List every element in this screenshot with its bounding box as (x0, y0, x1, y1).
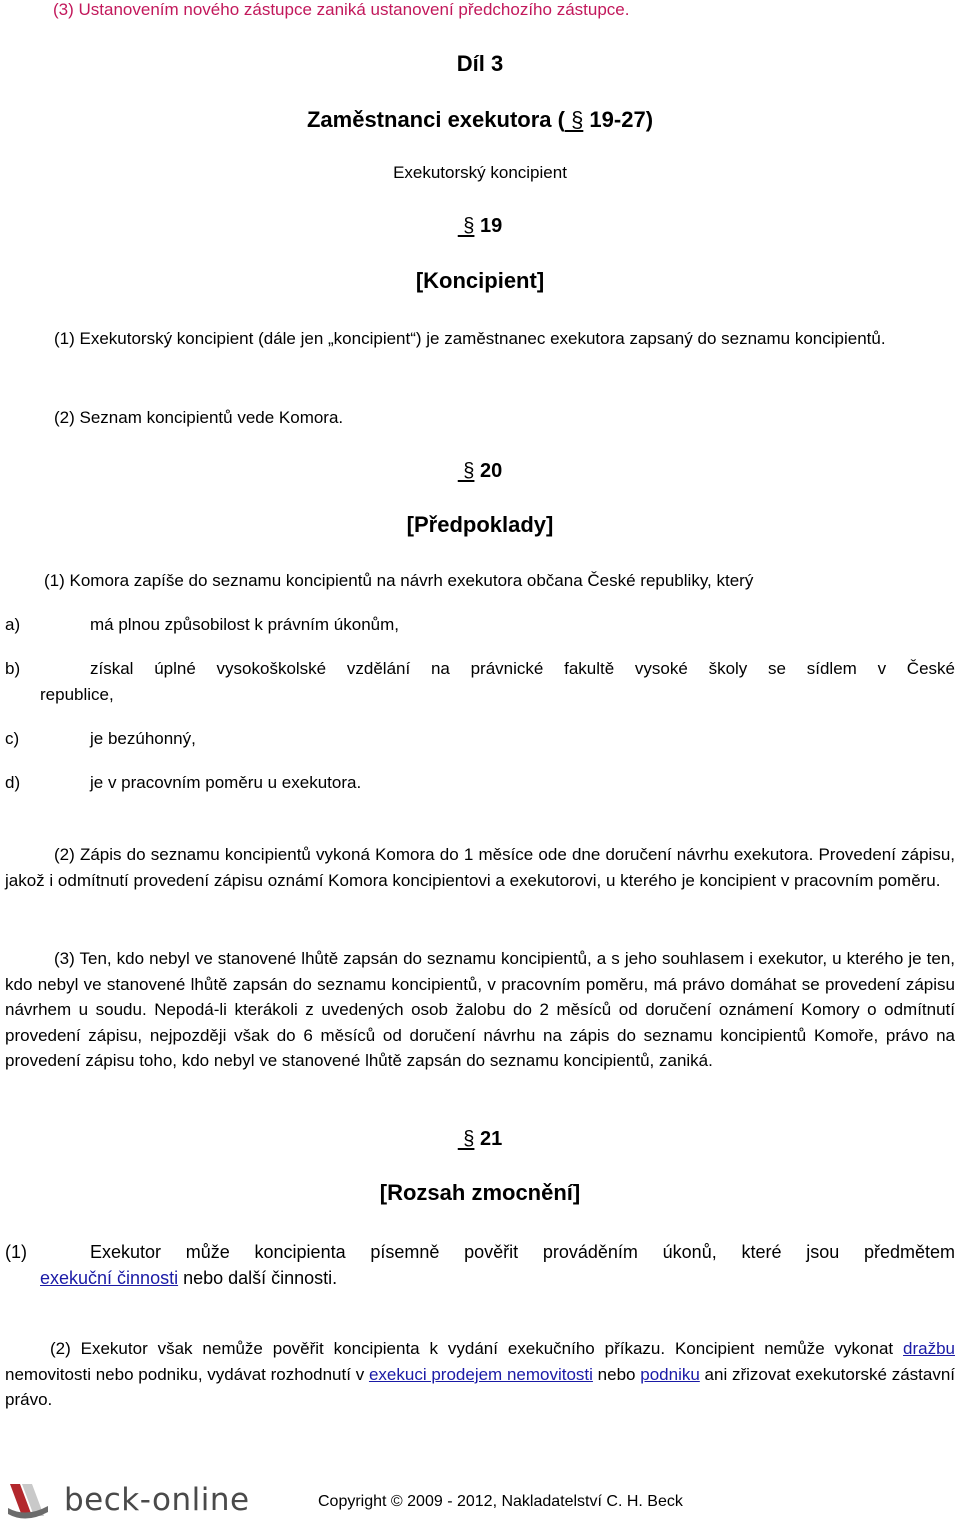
part-title-range: 19-27) (583, 107, 654, 132)
s21-p2-text-a: (2) Exekutor však nemůže pověřit koncipienta k vydání exekučního příkazu. Koncipient nemůže vykonat (50, 1339, 904, 1358)
list-item-continuation: republice, (40, 685, 114, 704)
list-item: má plnou způsobilost k právním úkonům, (90, 615, 399, 634)
s19-paragraph-1 (5, 326, 955, 352)
s20-paragraph-1: (1) Komora zapíše do seznamu koncipientů na návrh exekutora občana České republiky, který (44, 571, 754, 590)
s20-p2-text: (2) Zápis do seznamu koncipientů vykoná Komora do 1 měsíce ode dne doručení návrhu exekutora. Provedení zápisu, jakož i odmítnutí provedení zápisu oznámí Komora koncipientovi a exekutorovi, u kterého je koncipient v pracovním poměru. (5, 845, 955, 890)
section-sign-icon: § (564, 107, 584, 132)
s21-p2-text-b: nemovitosti nebo podniku, vydávat rozhodnutí v (5, 1364, 369, 1384)
previous-section-line: (3) Ustanovením nového zástupce zaniká ustanovení předchozího zástupce. (53, 0, 630, 19)
section-sign-icon: § (457, 1128, 475, 1150)
s21-p1-label: (1) (5, 1242, 27, 1262)
s21-p1-line1: Exekutor může koncipienta písemně pověřit prováděním úkonů, které jsou předmětem (90, 1242, 955, 1262)
copyright-text: Copyright © 2009 - 2012, Nakladatelství C. H. Beck (318, 1493, 683, 1510)
s21-paragraph-2 (5, 1336, 955, 1413)
link-podnik[interactable]: podniku (640, 1364, 700, 1384)
section-number (0, 214, 960, 238)
link-exekucni-cinnost[interactable]: exekuční činnosti (40, 1268, 179, 1288)
s20-p3-text: (3) Ten, kdo nebyl ve stanovené lhůtě zapsán do seznamu koncipientů, a s jeho souhlasem i exekutor, u kterého je ten, kdo nebyl ve stanovené lhůtě zapsán do seznamu koncipientů, v pracovním poměru, má právo domáhat se provedení zápisu návrhem u soudu. Nepodá-li kterákoli z uvedených osob žalobu do 2 měsíců od doručení oznámení Komory o odmítnutí provedení zápisu, nejpozději však do 6 měsíců od doručení návrhu na zápis do seznamu koncipientů Komoře, právo na provedení zápisu toho, kdo nebyl ve stanovené lhůtě zapsán do seznamu koncipientů, zaniká. (5, 949, 955, 1070)
section-title: [Předpoklady] (406, 512, 554, 537)
s21-p1-tail: nebo další činnosti. (178, 1268, 338, 1288)
list-item-label: d) (5, 773, 21, 792)
subheading: Exekutorský koncipient (393, 163, 567, 182)
list-item-label: b) (5, 659, 21, 678)
list-item-label: a) (5, 615, 21, 634)
part-title (0, 107, 960, 133)
section-title: [Koncipient] (415, 268, 545, 293)
section-title: [Rozsah zmocnění] (379, 1180, 581, 1205)
section-number (0, 459, 960, 483)
list-item: je v pracovním poměru u exekutora. (90, 773, 362, 792)
list-item-label: c) (5, 729, 20, 748)
part-title-text: Zaměstnanci exekutora ( (306, 107, 565, 132)
link-exekuce-prodejem-nemovitosti[interactable]: exekuci prodejem nemovitosti (368, 1364, 593, 1384)
s20-paragraph-3 (5, 946, 955, 1074)
s19-paragraph-2: (2) Seznam koncipientů vede Komora. (54, 408, 344, 427)
logo-wordmark: beck-online (64, 1482, 250, 1518)
section-sign-icon: § (457, 460, 475, 482)
part-heading: Díl 3 (456, 51, 504, 76)
list-item: je bezúhonný, (90, 729, 196, 748)
link-drazba[interactable]: dražbu (903, 1339, 955, 1358)
s21-p2-text-d: ani zřizovat exekutorské zástavní právo. (5, 1364, 956, 1409)
s21-p2-text-c: nebo (592, 1364, 641, 1384)
section-21-number: 21 (480, 1128, 503, 1150)
s21-p1-line2 (40, 1268, 337, 1288)
section-19-number: 19 (480, 215, 503, 237)
list-item: získal úplné vysokoškolské vzdělání na právnické fakultě vysoké školy se sídlem v České (90, 659, 955, 678)
s19-p1-text: (1) Exekutorský koncipient (dále jen „koncipient“) je zaměstnanec exekutora zapsaný do seznamu koncipientů. (54, 329, 886, 348)
s20-paragraph-2 (5, 842, 955, 893)
section-20-number: 20 (480, 460, 503, 482)
beck-logo-icon (6, 1478, 50, 1522)
section-sign-icon: § (457, 215, 475, 237)
section-number (0, 1127, 960, 1151)
